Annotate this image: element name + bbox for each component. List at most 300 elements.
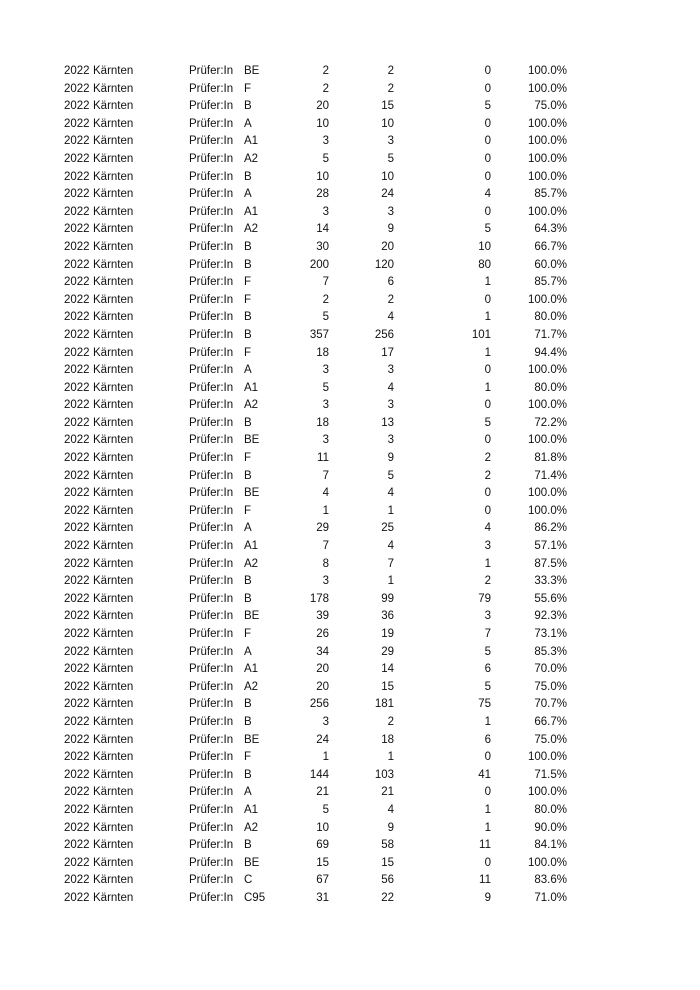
total-count-cell: 10: [316, 821, 329, 834]
year-cell: 2022: [64, 680, 90, 693]
region-cell: Kärnten: [93, 258, 134, 271]
failed-count-cell: 1: [484, 557, 491, 570]
role-cell: Prüfer:In: [189, 839, 234, 852]
region-cell: Kärnten: [93, 610, 134, 623]
year-cell: 2022: [64, 786, 90, 799]
failed-count-cell: 0: [484, 293, 491, 306]
table-row: [0, 573, 700, 591]
year-cell: 2022: [64, 205, 90, 218]
role-cell: Prüfer:In: [189, 751, 234, 764]
table-row: [0, 485, 700, 503]
total-count-cell: 26: [316, 628, 329, 640]
table-row: [0, 468, 700, 486]
total-count-cell: 10: [316, 117, 329, 130]
role-cell: Prüfer:In: [189, 65, 234, 77]
passed-count-cell: 3: [387, 364, 394, 377]
table-row: [0, 221, 700, 239]
pass-rate-cell: 100.0%: [527, 152, 567, 165]
year-cell: 2022: [64, 856, 90, 869]
total-count-cell: 28: [316, 188, 329, 201]
total-count-cell: 178: [309, 592, 329, 605]
license-class-cell: BE: [244, 65, 260, 77]
year-cell: 2022: [64, 839, 90, 852]
region-cell: Kärnten: [93, 276, 134, 289]
year-cell: 2022: [64, 240, 90, 253]
pass-rate-cell: 100.0%: [527, 399, 567, 412]
failed-count-cell: 0: [484, 751, 491, 764]
license-class-cell: B: [244, 416, 252, 429]
failed-count-cell: 1: [484, 715, 491, 728]
region-cell: Kärnten: [93, 663, 134, 676]
failed-count-cell: 5: [484, 100, 491, 113]
table-row: [0, 239, 700, 257]
failed-count-cell: 101: [471, 328, 491, 341]
table-row: [0, 345, 700, 363]
region-cell: Kärnten: [93, 803, 134, 816]
table-row: [0, 432, 700, 450]
year-cell: 2022: [64, 874, 90, 887]
region-cell: Kärnten: [93, 346, 134, 359]
year-cell: 2022: [64, 135, 90, 148]
failed-count-cell: 0: [484, 205, 491, 218]
total-count-cell: 20: [316, 680, 329, 693]
license-class-cell: BE: [244, 610, 260, 623]
role-cell: Prüfer:In: [189, 628, 234, 640]
year-cell: 2022: [64, 82, 90, 95]
year-cell: 2022: [64, 821, 90, 834]
pass-rate-cell: 71.5%: [534, 768, 567, 781]
failed-count-cell: 5: [484, 680, 491, 693]
region-cell: Kärnten: [93, 715, 134, 728]
region-cell: Kärnten: [93, 170, 134, 183]
table-row: [0, 292, 700, 310]
license-class-cell: C: [244, 874, 253, 887]
pass-rate-cell: 85.7%: [534, 188, 567, 201]
pass-rate-cell: 100.0%: [527, 504, 567, 517]
passed-count-cell: 25: [381, 522, 394, 535]
role-cell: Prüfer:In: [189, 188, 234, 201]
passed-count-cell: 2: [387, 715, 394, 728]
region-cell: Kärnten: [93, 434, 134, 447]
region-cell: Kärnten: [93, 311, 134, 324]
role-cell: Prüfer:In: [189, 364, 234, 377]
license-class-cell: A2: [244, 223, 259, 236]
pass-rate-cell: 85.3%: [534, 645, 567, 658]
passed-count-cell: 9: [387, 223, 394, 236]
license-class-cell: B: [244, 575, 252, 588]
passed-count-cell: 4: [387, 487, 394, 500]
year-cell: 2022: [64, 223, 90, 236]
role-cell: Prüfer:In: [189, 592, 234, 605]
table-row: [0, 890, 700, 908]
region-cell: Kärnten: [93, 469, 134, 482]
role-cell: Prüfer:In: [189, 258, 234, 271]
table-row: [0, 133, 700, 151]
failed-count-cell: 7: [484, 628, 491, 640]
pass-rate-cell: 94.4%: [534, 346, 567, 359]
license-class-cell: F: [244, 82, 252, 95]
year-cell: 2022: [64, 610, 90, 623]
pass-rate-cell: 81.8%: [534, 452, 567, 465]
passed-count-cell: 56: [381, 874, 394, 887]
total-count-cell: 1: [322, 751, 329, 764]
region-cell: Kärnten: [93, 328, 134, 341]
table-row: [0, 257, 700, 275]
failed-count-cell: 0: [484, 152, 491, 165]
failed-count-cell: 3: [484, 610, 491, 623]
total-count-cell: 2: [322, 65, 329, 77]
table-row: [0, 274, 700, 292]
failed-count-cell: 5: [484, 645, 491, 658]
region-cell: Kärnten: [93, 839, 134, 852]
table-row: [0, 327, 700, 345]
table-row: [0, 556, 700, 574]
pass-rate-cell: 66.7%: [534, 715, 567, 728]
passed-count-cell: 2: [387, 82, 394, 95]
region-cell: Kärnten: [93, 65, 134, 77]
table-row: [0, 116, 700, 134]
year-cell: 2022: [64, 152, 90, 165]
region-cell: Kärnten: [93, 240, 134, 253]
role-cell: Prüfer:In: [189, 240, 234, 253]
pass-rate-cell: 100.0%: [527, 135, 567, 148]
passed-count-cell: 4: [387, 540, 394, 553]
region-cell: Kärnten: [93, 135, 134, 148]
license-class-cell: A1: [244, 540, 259, 553]
year-cell: 2022: [64, 522, 90, 535]
table-row: [0, 362, 700, 380]
table-row: [0, 450, 700, 468]
failed-count-cell: 2: [484, 575, 491, 588]
table-row: [0, 767, 700, 785]
passed-count-cell: 4: [387, 311, 394, 324]
table-row: [0, 837, 700, 855]
license-class-cell: A2: [244, 557, 259, 570]
year-cell: 2022: [64, 469, 90, 482]
region-cell: Kärnten: [93, 152, 134, 165]
region-cell: Kärnten: [93, 645, 134, 658]
year-cell: 2022: [64, 715, 90, 728]
passed-count-cell: 1: [387, 575, 394, 588]
license-class-cell: F: [244, 346, 252, 359]
table-row: [0, 661, 700, 679]
region-cell: Kärnten: [93, 82, 134, 95]
role-cell: Prüfer:In: [189, 522, 234, 535]
year-cell: 2022: [64, 399, 90, 412]
region-cell: Kärnten: [93, 557, 134, 570]
passed-count-cell: 15: [381, 100, 394, 113]
pass-rate-cell: 86.2%: [534, 522, 567, 535]
total-count-cell: 4: [322, 487, 329, 500]
role-cell: Prüfer:In: [189, 328, 234, 341]
table-row: [0, 151, 700, 169]
license-class-cell: F: [244, 276, 252, 289]
passed-count-cell: 10: [381, 170, 394, 183]
role-cell: Prüfer:In: [189, 293, 234, 306]
failed-count-cell: 1: [484, 346, 491, 359]
total-count-cell: 3: [322, 135, 329, 148]
pass-rate-cell: 100.0%: [527, 205, 567, 218]
total-count-cell: 18: [316, 346, 329, 359]
role-cell: Prüfer:In: [189, 715, 234, 728]
role-cell: Prüfer:In: [189, 557, 234, 570]
pass-rate-cell: 70.0%: [534, 663, 567, 676]
passed-count-cell: 24: [381, 188, 394, 201]
total-count-cell: 3: [322, 364, 329, 377]
failed-count-cell: 0: [484, 117, 491, 130]
failed-count-cell: 2: [484, 452, 491, 465]
year-cell: 2022: [64, 663, 90, 676]
pass-rate-cell: 80.0%: [534, 381, 567, 394]
license-class-cell: F: [244, 628, 252, 640]
pass-rate-cell: 55.6%: [534, 592, 567, 605]
passed-count-cell: 4: [387, 803, 394, 816]
year-cell: 2022: [64, 416, 90, 429]
pass-rate-cell: 70.7%: [534, 698, 567, 711]
table-row: [0, 784, 700, 802]
total-count-cell: 14: [316, 223, 329, 236]
passed-count-cell: 103: [374, 768, 394, 781]
passed-count-cell: 6: [387, 276, 394, 289]
total-count-cell: 5: [322, 381, 329, 394]
license-class-cell: B: [244, 715, 252, 728]
region-cell: Kärnten: [93, 698, 134, 711]
region-cell: Kärnten: [93, 416, 134, 429]
passed-count-cell: 9: [387, 821, 394, 834]
role-cell: Prüfer:In: [189, 381, 234, 394]
passed-count-cell: 29: [381, 645, 394, 658]
license-class-cell: A2: [244, 821, 259, 834]
total-count-cell: 20: [316, 100, 329, 113]
failed-count-cell: 11: [479, 874, 491, 887]
pass-rate-cell: 33.3%: [534, 575, 567, 588]
exam-results-table: [0, 63, 700, 908]
pass-rate-cell: 71.7%: [534, 328, 567, 341]
role-cell: Prüfer:In: [189, 135, 234, 148]
license-class-cell: A2: [244, 152, 259, 165]
table-row: [0, 81, 700, 99]
table-row: [0, 872, 700, 890]
year-cell: 2022: [64, 891, 90, 904]
license-class-cell: B: [244, 258, 252, 271]
region-cell: Kärnten: [93, 575, 134, 588]
license-class-cell: A1: [244, 803, 259, 816]
total-count-cell: 34: [316, 645, 329, 658]
failed-count-cell: 3: [484, 540, 491, 553]
total-count-cell: 3: [322, 399, 329, 412]
table-row: [0, 98, 700, 116]
table-row: [0, 714, 700, 732]
failed-count-cell: 5: [484, 223, 491, 236]
year-cell: 2022: [64, 452, 90, 465]
role-cell: Prüfer:In: [189, 276, 234, 289]
role-cell: Prüfer:In: [189, 416, 234, 429]
failed-count-cell: 1: [484, 276, 491, 289]
role-cell: Prüfer:In: [189, 645, 234, 658]
region-cell: Kärnten: [93, 522, 134, 535]
total-count-cell: 10: [316, 170, 329, 183]
license-class-cell: A2: [244, 399, 259, 412]
total-count-cell: 2: [322, 293, 329, 306]
region-cell: Kärnten: [93, 100, 134, 113]
total-count-cell: 31: [316, 891, 329, 904]
passed-count-cell: 99: [381, 592, 394, 605]
role-cell: Prüfer:In: [189, 891, 234, 904]
year-cell: 2022: [64, 504, 90, 517]
license-class-cell: A1: [244, 381, 259, 394]
pass-rate-cell: 57.1%: [534, 540, 567, 553]
passed-count-cell: 3: [387, 205, 394, 218]
pass-rate-cell: 90.0%: [534, 821, 567, 834]
table-row: [0, 820, 700, 838]
pass-rate-cell: 75.0%: [534, 733, 567, 746]
region-cell: Kärnten: [93, 628, 134, 640]
year-cell: 2022: [64, 540, 90, 553]
passed-count-cell: 256: [374, 328, 394, 341]
region-cell: Kärnten: [93, 223, 134, 236]
region-cell: Kärnten: [93, 205, 134, 218]
passed-count-cell: 1: [387, 504, 394, 517]
table-row: [0, 749, 700, 767]
failed-count-cell: 0: [484, 82, 491, 95]
failed-count-cell: 0: [484, 504, 491, 517]
passed-count-cell: 15: [381, 680, 394, 693]
total-count-cell: 18: [316, 416, 329, 429]
year-cell: 2022: [64, 733, 90, 746]
passed-count-cell: 21: [381, 786, 394, 799]
role-cell: Prüfer:In: [189, 610, 234, 623]
pass-rate-cell: 66.7%: [534, 240, 567, 253]
license-class-cell: C95: [244, 891, 266, 904]
role-cell: Prüfer:In: [189, 452, 234, 465]
failed-count-cell: 6: [484, 733, 491, 746]
license-class-cell: B: [244, 768, 252, 781]
region-cell: Kärnten: [93, 381, 134, 394]
failed-count-cell: 0: [484, 786, 491, 799]
total-count-cell: 7: [322, 469, 329, 482]
failed-count-cell: 79: [478, 592, 491, 605]
role-cell: Prüfer:In: [189, 152, 234, 165]
year-cell: 2022: [64, 803, 90, 816]
pass-rate-cell: 100.0%: [527, 117, 567, 130]
license-class-cell: BE: [244, 487, 260, 500]
table-row: [0, 644, 700, 662]
pass-rate-cell: 100.0%: [527, 434, 567, 447]
failed-count-cell: 0: [484, 135, 491, 148]
failed-count-cell: 9: [484, 891, 491, 904]
passed-count-cell: 7: [387, 557, 394, 570]
total-count-cell: 7: [322, 276, 329, 289]
region-cell: Kärnten: [93, 487, 134, 500]
failed-count-cell: 0: [484, 170, 491, 183]
passed-count-cell: 4: [387, 381, 394, 394]
passed-count-cell: 2: [387, 65, 394, 77]
table-row: [0, 503, 700, 521]
role-cell: Prüfer:In: [189, 768, 234, 781]
role-cell: Prüfer:In: [189, 170, 234, 183]
role-cell: Prüfer:In: [189, 733, 234, 746]
license-class-cell: B: [244, 170, 252, 183]
total-count-cell: 11: [317, 452, 329, 465]
region-cell: Kärnten: [93, 680, 134, 693]
region-cell: Kärnten: [93, 786, 134, 799]
total-count-cell: 15: [316, 856, 329, 869]
total-count-cell: 67: [316, 874, 329, 887]
pass-rate-cell: 80.0%: [534, 803, 567, 816]
license-class-cell: A: [244, 645, 252, 658]
role-cell: Prüfer:In: [189, 399, 234, 412]
role-cell: Prüfer:In: [189, 82, 234, 95]
pass-rate-cell: 100.0%: [527, 487, 567, 500]
role-cell: Prüfer:In: [189, 311, 234, 324]
table-row: [0, 802, 700, 820]
total-count-cell: 20: [316, 663, 329, 676]
table-row: [0, 679, 700, 697]
failed-count-cell: 1: [484, 311, 491, 324]
year-cell: 2022: [64, 170, 90, 183]
region-cell: Kärnten: [93, 117, 134, 130]
total-count-cell: 3: [322, 715, 329, 728]
year-cell: 2022: [64, 381, 90, 394]
passed-count-cell: 36: [381, 610, 394, 623]
total-count-cell: 39: [316, 610, 329, 623]
license-class-cell: A: [244, 786, 252, 799]
table-row: [0, 169, 700, 187]
total-count-cell: 144: [309, 768, 329, 781]
license-class-cell: BE: [244, 856, 260, 869]
role-cell: Prüfer:In: [189, 540, 234, 553]
region-cell: Kärnten: [93, 293, 134, 306]
region-cell: Kärnten: [93, 399, 134, 412]
license-class-cell: B: [244, 100, 252, 113]
failed-count-cell: 1: [484, 803, 491, 816]
passed-count-cell: 20: [381, 240, 394, 253]
pass-rate-cell: 100.0%: [527, 82, 567, 95]
total-count-cell: 7: [322, 540, 329, 553]
license-class-cell: A1: [244, 135, 259, 148]
region-cell: Kärnten: [93, 733, 134, 746]
pass-rate-cell: 100.0%: [527, 170, 567, 183]
year-cell: 2022: [64, 276, 90, 289]
pass-rate-cell: 71.4%: [534, 469, 567, 482]
passed-count-cell: 5: [387, 152, 394, 165]
license-class-cell: B: [244, 240, 252, 253]
role-cell: Prüfer:In: [189, 469, 234, 482]
region-cell: Kärnten: [93, 768, 134, 781]
role-cell: Prüfer:In: [189, 698, 234, 711]
license-class-cell: A1: [244, 663, 259, 676]
region-cell: Kärnten: [93, 856, 134, 869]
passed-count-cell: 19: [381, 628, 394, 640]
role-cell: Prüfer:In: [189, 680, 234, 693]
total-count-cell: 5: [322, 311, 329, 324]
table-row: [0, 415, 700, 433]
passed-count-cell: 58: [381, 839, 394, 852]
table-row: [0, 538, 700, 556]
table-row: [0, 626, 700, 644]
license-class-cell: B: [244, 469, 252, 482]
passed-count-cell: 3: [387, 399, 394, 412]
failed-count-cell: 2: [484, 469, 491, 482]
year-cell: 2022: [64, 645, 90, 658]
role-cell: Prüfer:In: [189, 663, 234, 676]
year-cell: 2022: [64, 364, 90, 377]
region-cell: Kärnten: [93, 874, 134, 887]
failed-count-cell: 10: [478, 240, 491, 253]
role-cell: Prüfer:In: [189, 100, 234, 113]
region-cell: Kärnten: [93, 751, 134, 764]
role-cell: Prüfer:In: [189, 803, 234, 816]
